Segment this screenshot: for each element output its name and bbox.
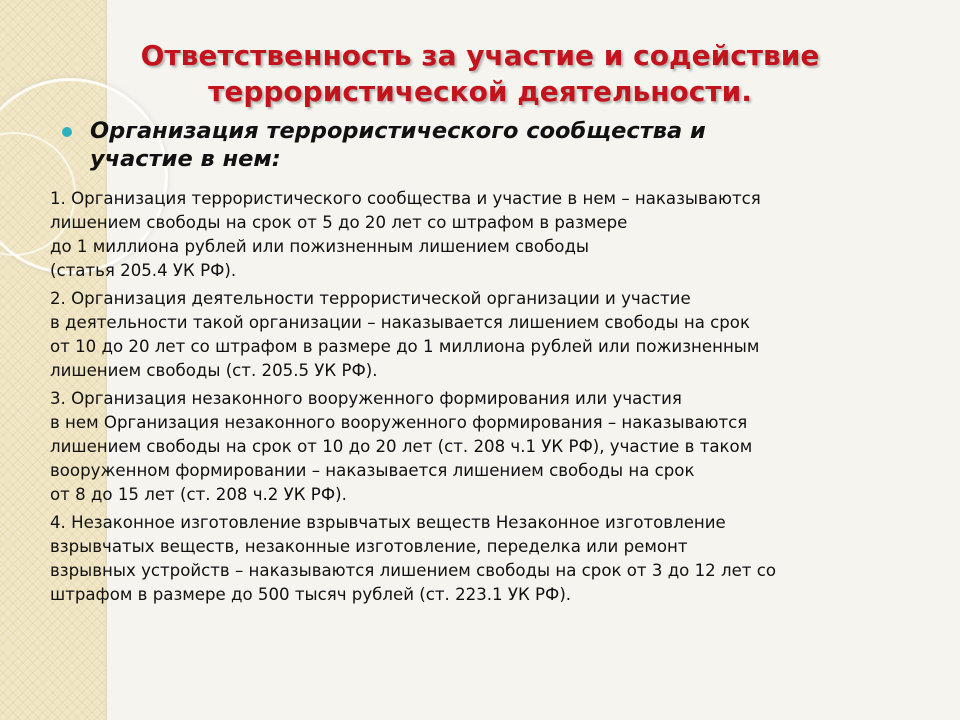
paragraph-2 <box>50 287 910 383</box>
bullet-dot-icon <box>62 127 72 137</box>
paragraph-line: от 8 до 15 лет (ст. 208 ч.2 УК РФ). <box>50 485 347 504</box>
paragraph-line: штрафом в размере до 500 тысяч рублей (ст. 223.1 УК РФ). <box>50 585 572 604</box>
paragraph-line: до 1 миллиона рублей или пожизненным лишением свободы <box>50 237 590 256</box>
paragraph-line: лишением свободы (ст. 205.5 УК РФ). <box>50 361 378 380</box>
slide-title-line-2: террористической деятельности. <box>208 75 752 108</box>
paragraph-line: 2. Организация деятельности террористической организации и участие <box>50 289 691 308</box>
paragraph-4 <box>50 511 910 607</box>
paragraph-line: от 10 до 20 лет со штрафом в размере до 1 миллиона рублей или пожизненным <box>50 337 760 356</box>
paragraph-line: взрывных устройств – наказываются лишением свободы на срок от 3 до 12 лет со <box>50 561 777 580</box>
paragraph-line: в деятельности такой организации – наказывается лишением свободы на срок <box>50 313 750 332</box>
slide-title-line-1: Ответственность за участие и содействие <box>140 39 820 72</box>
paragraph-line: в нем Организация незаконного вооруженного формирования – наказываются <box>50 413 748 432</box>
body-text <box>50 187 910 611</box>
paragraph-line: вооруженном формировании – наказывается лишением свободы на срок <box>50 461 695 480</box>
slide-subtitle-line-1: Организация террористического сообщества и <box>90 118 706 144</box>
paragraph-line: 4. Незаконное изготовление взрывчатых веществ Незаконное изготовление <box>50 513 726 532</box>
paragraph-line: взрывчатых веществ, незаконные изготовление, переделка или ремонт <box>50 537 688 556</box>
slide-title <box>110 38 850 110</box>
paragraph-1 <box>50 187 910 283</box>
slide-subtitle-line-2: участие в нем: <box>90 146 281 172</box>
paragraph-line: 1. Организация террористического сообщества и участие в нем – наказываются <box>50 189 761 208</box>
slide-subtitle <box>90 117 706 173</box>
paragraph-line: лишением свободы на срок от 10 до 20 лет (ст. 208 ч.1 УК РФ), участие в таком <box>50 437 753 456</box>
paragraph-line: 3. Организация незаконного вооруженного формирования или участия <box>50 389 682 408</box>
paragraph-line: (статья 205.4 УК РФ). <box>50 261 237 280</box>
paragraph-line: лишением свободы на срок от 5 до 20 лет со штрафом в размере <box>50 213 628 232</box>
paragraph-3 <box>50 387 910 507</box>
